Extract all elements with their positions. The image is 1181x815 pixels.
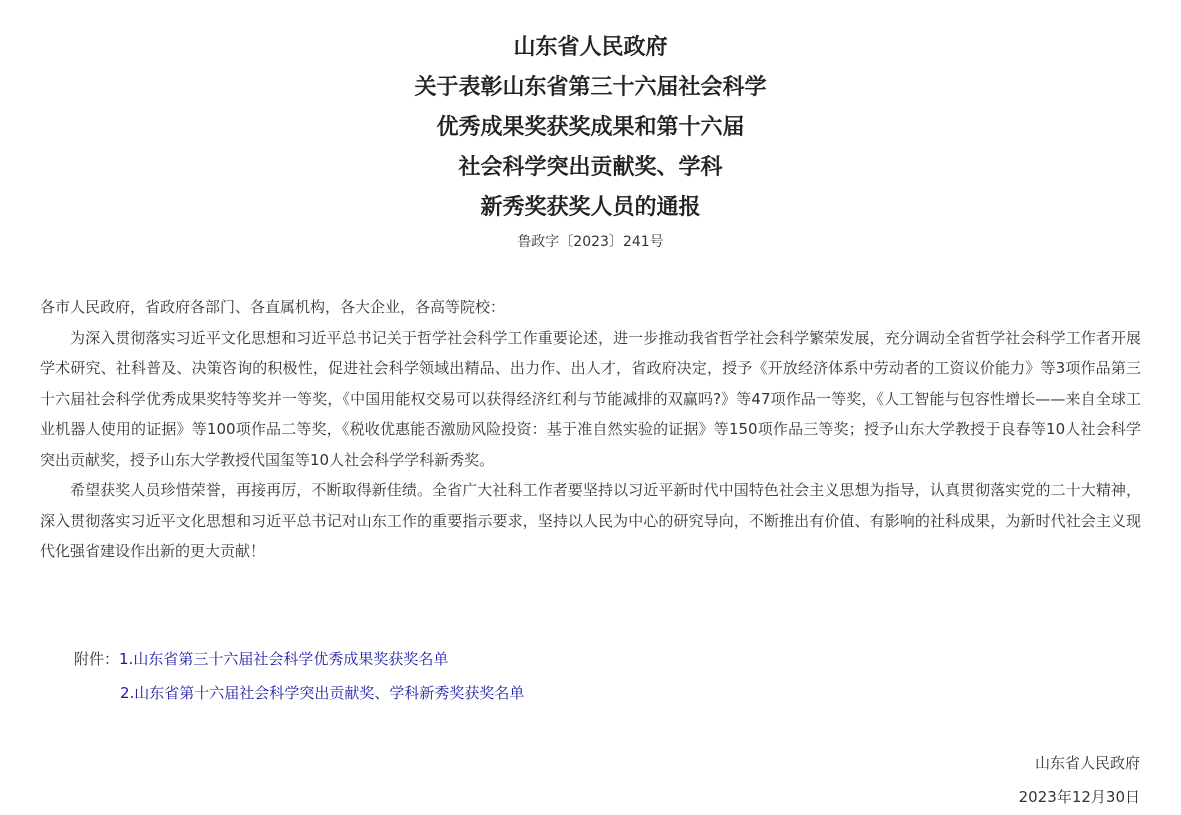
title-line-4: 社会科学突出贡献奖、学科 <box>458 155 723 180</box>
issue-date: 2023年12月30日 <box>1018 788 1140 806</box>
attachment-link-2[interactable]: 2.山东省第十六届社会科学突出贡献奖、学科新秀奖获奖名单 <box>120 684 525 702</box>
title-line-1: 山东省人民政府 <box>513 35 668 60</box>
document-header <box>0 28 1181 254</box>
document-body <box>40 292 1141 567</box>
issuer-name: 山东省人民政府 <box>1034 754 1140 772</box>
signature-block <box>1019 746 1140 814</box>
title-line-2: 关于表彰山东省第三十六届社会科学 <box>414 75 767 100</box>
attachment-link-1[interactable]: 1.山东省第三十六届社会科学优秀成果奖获奖名单 <box>119 650 449 668</box>
attachments-section <box>74 642 524 710</box>
body-paragraph-1: 为深入贯彻落实习近平文化思想和习近平总书记关于哲学社会科学工作重要论述，进一步推动我省哲学社会科学繁荣发展，充分调动全省哲学社会科学工作者开展学术研究、社科普及、决策咨询的积极性，促进社会科学领域出精品、出力作、出人才，省政府决定，授予《开放经济体系中劳动者的工资议价能力》等3项作品第三十六届社会科学优秀成果奖特等奖并一等奖，《中国用能权交易可以获得经济红利与节能减排的双赢吗?》等47项作品一等奖，《人工智能与包容性增长——来自全球工业机器人使用的证据》等100项作品二等奖，《税收优惠能否激励风险投资：基于准自然实验的证据》等150项作品三等奖；授予山东大学教授于良春等10人社会科学突出贡献奖，授予山东大学教授代国玺等10人社会科学学科新秀奖。 <box>40 328 1141 469</box>
title-line-5: 新秀奖获奖人员的通报 <box>480 195 701 220</box>
body-paragraph-2: 希望获奖人员珍惜荣誉，再接再厉，不断取得新佳绩。全省广大社科工作者要坚持以习近平新时代中国特色社会主义思想为指导，认真贯彻落实党的二十大精神，深入贯彻落实习近平文化思想和习近平总书记对山东工作的重要指示要求，坚持以人民为中心的研究导向，不断推出有价值、有影响的社科成果，为新时代社会主义现代化强省建设作出新的更大贡献！ <box>40 481 1141 560</box>
attachment-row-1 <box>74 642 524 676</box>
document-number: 鲁政字〔2023〕241号 <box>517 234 664 250</box>
salutation: 各市人民政府，省政府各部门、各直属机构，各大企业，各高等院校： <box>40 298 506 316</box>
attachments-label: 附件： <box>74 650 120 668</box>
attachment-row-2 <box>74 676 524 710</box>
title-line-3: 优秀成果奖获奖成果和第十六届 <box>436 115 745 140</box>
